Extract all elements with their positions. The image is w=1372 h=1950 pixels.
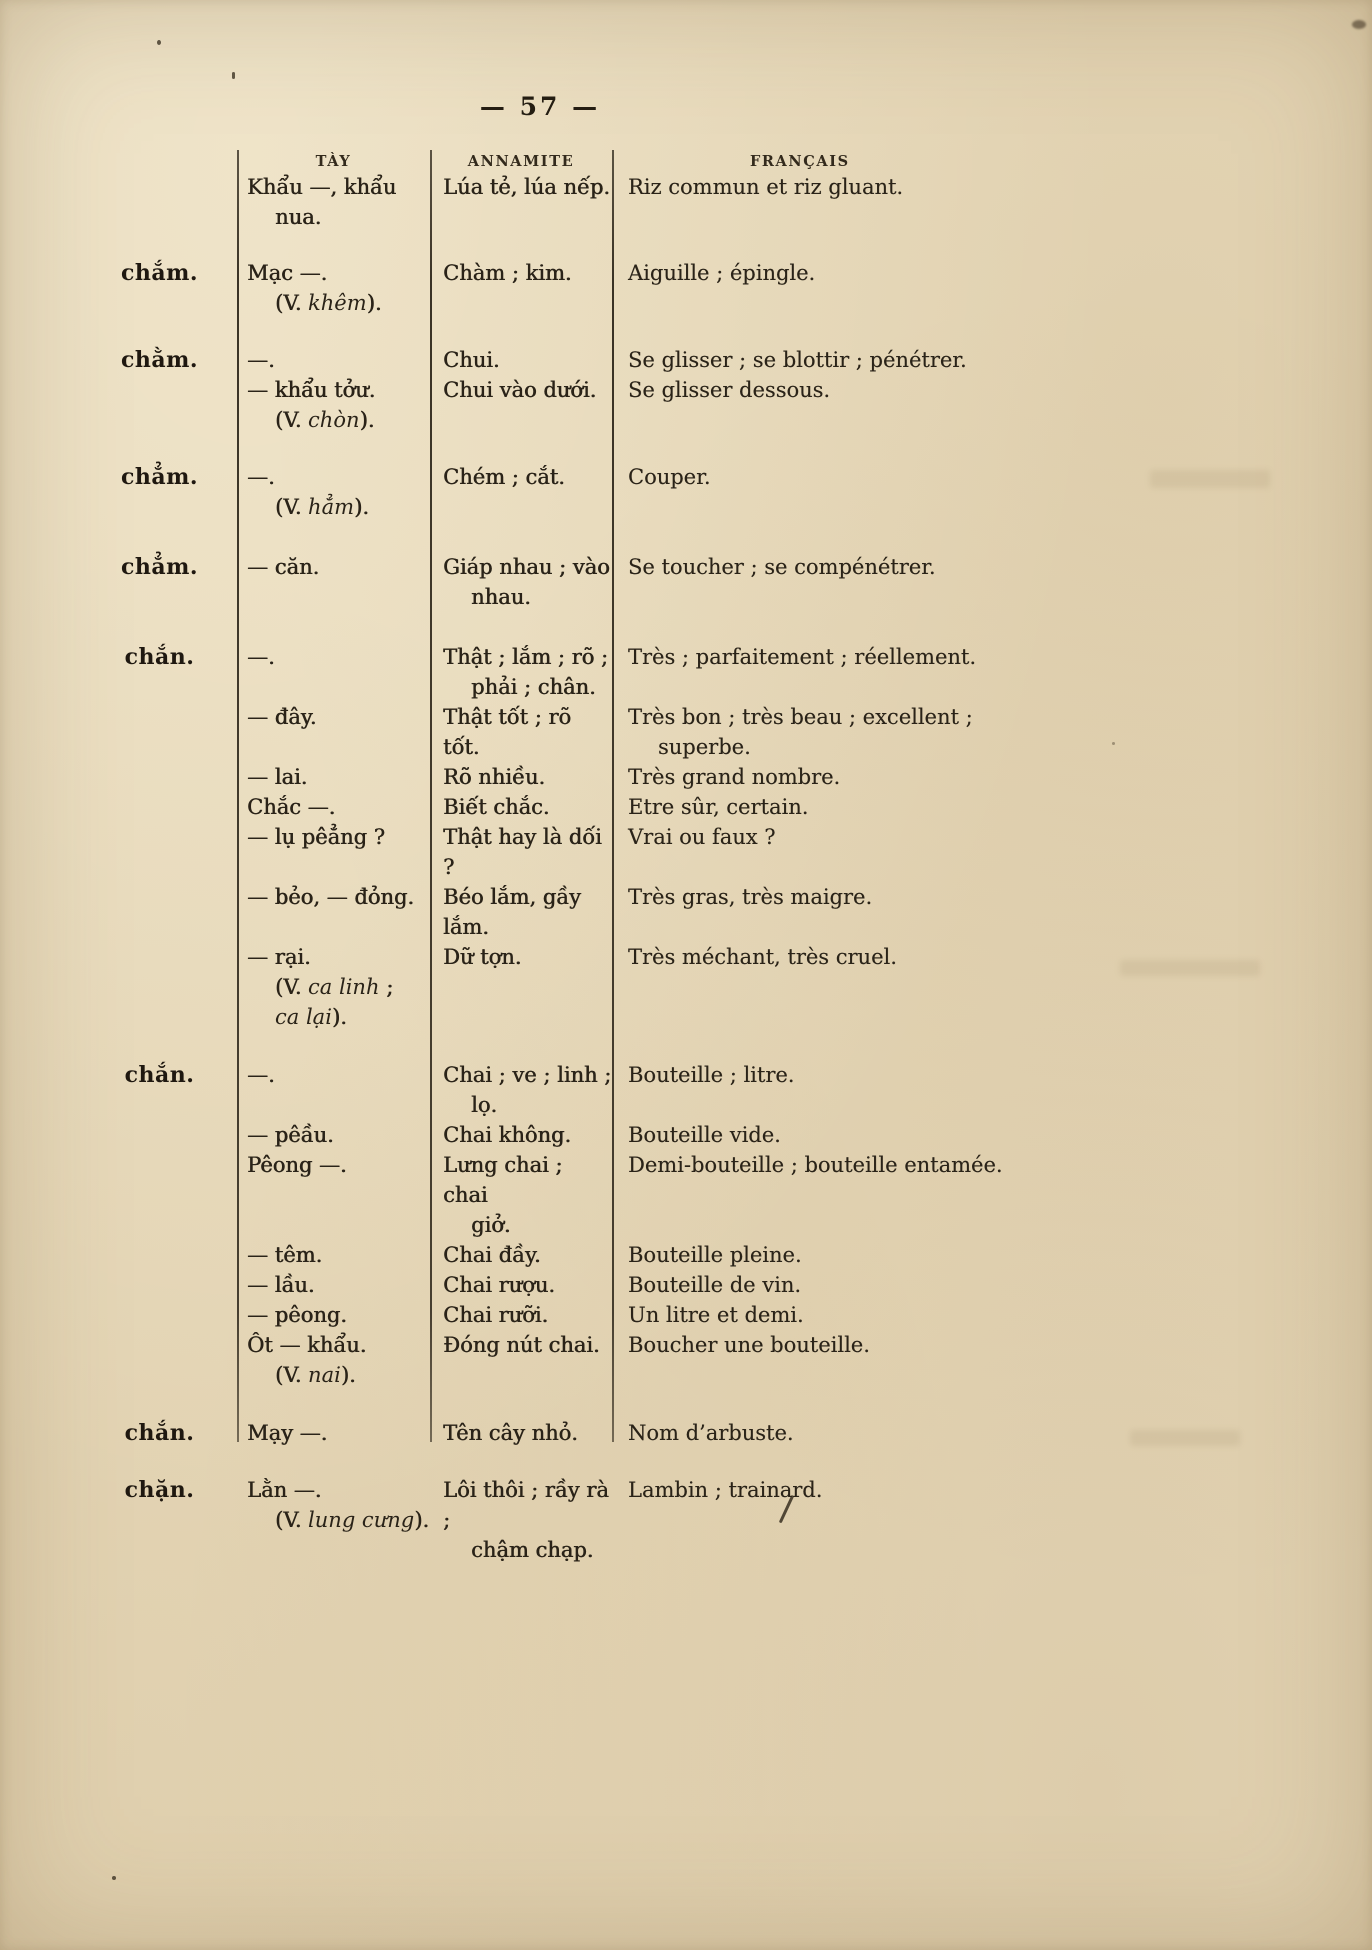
fr-line [628, 375, 1230, 405]
entry-text: Chai rượu. [443, 1273, 555, 1297]
tay-cell [237, 882, 430, 942]
ann-cell [430, 882, 612, 942]
entry-text: Lúa tẻ, lúa nếp. [443, 175, 610, 199]
tay-cell [237, 702, 430, 762]
entry-text: Béo lắm, gầy lắm. [443, 885, 581, 939]
entry-text: Chai không. [443, 1123, 572, 1147]
fr-cell [612, 942, 1230, 1032]
entry-text: Đóng nút chai. [443, 1333, 600, 1357]
headword: chẳm. [120, 464, 199, 490]
tay-line [247, 1270, 430, 1300]
entry-text: — têm. [247, 1243, 323, 1267]
fr-cell [612, 642, 1230, 702]
entry-text: Très grand nombre. [628, 765, 841, 789]
tay-cell [237, 1330, 430, 1390]
headword [90, 1120, 237, 1150]
entry-text: Bouteille pleine. [628, 1243, 802, 1267]
column-header-francais: FRANÇAIS [750, 152, 850, 170]
ann-cell [430, 1270, 612, 1300]
entry-text: (V. [275, 975, 309, 999]
dict-row [90, 882, 1230, 942]
tay-line [247, 1300, 430, 1330]
entry-text: — đây. [247, 705, 317, 729]
fr-cell [612, 822, 1230, 882]
dict-row [90, 762, 1230, 792]
entry-text: Dữ tợn. [443, 945, 522, 969]
ann-cell [430, 1060, 612, 1120]
tay-line [247, 405, 430, 435]
entry-text: phải ; chân. [471, 675, 596, 699]
entry-text: Nom d’arbuste. [628, 1421, 794, 1445]
dict-row [90, 552, 1230, 612]
headword [90, 762, 237, 792]
entry-text: Tên cây nhỏ. [443, 1421, 578, 1445]
entry-text: Chui. [443, 348, 500, 372]
headword [90, 1300, 237, 1330]
entry-text: (V. [275, 408, 309, 432]
ann-line [443, 1060, 612, 1090]
ann-cell [430, 642, 612, 702]
ann-cell [430, 375, 612, 435]
ink-bleedthrough [1150, 470, 1270, 488]
tay-cell [237, 1060, 430, 1120]
tay-line [247, 345, 430, 375]
ann-cell [430, 1240, 612, 1270]
entry-text: Chai ; ve ; linh ; [443, 1063, 612, 1087]
entry-text: Rõ nhiều. [443, 765, 546, 789]
column-rule-middle [430, 150, 432, 1442]
ann-line [443, 172, 612, 202]
ann-line [443, 1535, 612, 1565]
ann-cell [430, 702, 612, 762]
entry-text: Thật ; lắm ; rõ ; [443, 645, 608, 669]
entry-text: — pêầu. [247, 1123, 334, 1147]
ann-line [443, 582, 612, 612]
entry-text: ). [354, 495, 369, 519]
tay-cell [237, 762, 430, 792]
ann-line [443, 1120, 612, 1150]
headword [90, 942, 237, 1032]
dict-row [90, 1150, 1230, 1240]
fr-line [628, 882, 1230, 912]
fr-cell [612, 882, 1230, 942]
dict-row [90, 462, 1230, 522]
headword: chắn. [124, 1062, 195, 1088]
headword [90, 172, 237, 232]
tay-line [247, 1475, 430, 1505]
paper-speck [157, 40, 161, 45]
cross-reference: chòn [308, 408, 360, 432]
entry-text: Etre sûr, certain. [628, 795, 809, 819]
fr-line [628, 1240, 1230, 1270]
entry-text: Thật hay là dối ? [443, 825, 602, 879]
fr-cell [612, 1060, 1230, 1120]
tay-cell [237, 375, 430, 435]
dict-row [90, 1300, 1230, 1330]
fr-line [628, 702, 1230, 732]
dict-row [90, 345, 1230, 375]
ann-line [443, 375, 612, 405]
ann-line [443, 822, 612, 882]
fr-cell [612, 702, 1230, 762]
ann-cell [430, 1150, 612, 1240]
tay-line [247, 822, 430, 852]
fr-line [628, 762, 1230, 792]
fr-cell [612, 1300, 1230, 1330]
tay-cell [237, 1300, 430, 1330]
entry-text: chậm chạp. [471, 1538, 594, 1562]
ann-line [443, 462, 612, 492]
headword [90, 822, 237, 882]
fr-line [628, 1120, 1230, 1150]
ann-line [443, 1210, 612, 1240]
entry-text: ). [340, 1363, 356, 1387]
entry-text: Biết chắc. [443, 795, 550, 819]
ann-cell [430, 792, 612, 822]
tay-line [247, 1505, 430, 1535]
tay-line [247, 972, 430, 1002]
ann-line [443, 702, 612, 762]
ann-cell [430, 258, 612, 318]
entry-text: Chém ; cắt. [443, 465, 565, 489]
entry-text: Bouteille vide. [628, 1123, 781, 1147]
column-rule-left [237, 150, 239, 1442]
tay-cell [237, 1418, 430, 1448]
tay-line [247, 552, 430, 582]
tay-line [247, 288, 430, 318]
headword: chặn. [124, 1477, 195, 1503]
tay-line [247, 1120, 430, 1150]
tay-line [247, 762, 430, 792]
ann-line [443, 1150, 612, 1210]
entry-text: Très bon ; très beau ; excellent ; [628, 705, 973, 729]
dict-row [90, 1060, 1230, 1120]
paper-speck [232, 72, 235, 79]
entry-text: Vrai ou faux ? [628, 825, 776, 849]
fr-line [628, 792, 1230, 822]
fr-line [628, 1330, 1230, 1360]
cross-reference: nai [308, 1363, 341, 1387]
headword: chẳm. [120, 554, 199, 580]
fr-cell [612, 172, 1230, 232]
dict-row [90, 1330, 1230, 1390]
ann-line [443, 1418, 612, 1448]
fr-cell [612, 462, 1230, 522]
fr-line [628, 642, 1230, 672]
ann-line [443, 1475, 612, 1535]
tay-line [247, 1060, 430, 1090]
tay-cell [237, 642, 430, 702]
ann-line [443, 642, 612, 672]
entry-text: Mạy —. [247, 1421, 328, 1445]
dict-row [90, 822, 1230, 882]
entry-text: Bouteille de vin. [628, 1273, 802, 1297]
ann-cell [430, 1418, 612, 1448]
fr-line [628, 462, 1230, 492]
headword [90, 1330, 237, 1390]
fr-line [628, 345, 1230, 375]
ann-line [443, 942, 612, 972]
tay-cell [237, 942, 430, 1032]
fr-cell [612, 345, 1230, 375]
fr-line [628, 258, 1230, 288]
column-header-annamite: ANNAMITE [467, 152, 575, 170]
tay-cell [237, 1475, 430, 1565]
entry-text: — bẻo, — đỏng. [247, 885, 414, 909]
dict-row [90, 172, 1230, 232]
headword: chằm. [120, 347, 199, 373]
tay-line [247, 1418, 430, 1448]
column-rule-right [612, 150, 614, 1442]
tay-line [247, 882, 430, 912]
entry-text: nhau. [471, 585, 531, 609]
tay-line [247, 1002, 430, 1032]
fr-cell [612, 1330, 1230, 1390]
tay-cell [237, 345, 430, 375]
headword: chắn. [124, 644, 195, 670]
headword [90, 375, 237, 435]
entry-text: ). [366, 291, 382, 315]
tay-line [247, 258, 430, 288]
entry-text: — căn. [247, 555, 320, 579]
headword [90, 1150, 237, 1240]
cross-reference: hẳm [308, 495, 355, 519]
entry-text: Bouteille ; litre. [628, 1063, 795, 1087]
entry-text: —. [247, 348, 275, 372]
entry-text: Se toucher ; se compénétrer. [628, 555, 936, 579]
entry-text: — pêong. [247, 1303, 347, 1327]
dict-row [90, 1418, 1230, 1448]
entry-text: Thật tốt ; rõ tốt. [443, 705, 571, 759]
dict-row [90, 792, 1230, 822]
tay-line [247, 702, 430, 732]
fr-line [628, 552, 1230, 582]
tay-cell [237, 792, 430, 822]
ann-cell [430, 1330, 612, 1390]
entry-text: Pêong —. [247, 1153, 347, 1177]
ann-line [443, 762, 612, 792]
dict-row [90, 1475, 1230, 1565]
entry-text: Lôi thôi ; rầy rà ; [443, 1478, 609, 1532]
entry-text: Boucher une bouteille. [628, 1333, 870, 1357]
fr-line [628, 1475, 1230, 1505]
entry-text: Lằn —. [247, 1478, 322, 1502]
tay-line [247, 172, 430, 202]
ann-cell [430, 762, 612, 792]
entry-text: Khẩu —, khẩu [247, 175, 397, 199]
column-header-tay: TÀY [315, 152, 352, 170]
headword [90, 1270, 237, 1300]
entry-text: —. [247, 645, 275, 669]
cross-reference: ca lại [275, 1005, 332, 1029]
ann-cell [430, 1300, 612, 1330]
entry-text: Chui vào dưới. [443, 378, 597, 402]
entry-text: Très ; parfaitement ; réellement. [628, 645, 977, 669]
entry-text: (V. [275, 1508, 309, 1532]
dict-row [90, 375, 1230, 435]
ann-cell [430, 942, 612, 1032]
entry-text: Demi-bouteille ; bouteille entamée. [628, 1153, 1003, 1177]
tay-cell [237, 1120, 430, 1150]
entry-text: Se glisser ; se blottir ; pénétrer. [628, 348, 967, 372]
headword [90, 882, 237, 942]
ann-cell [430, 345, 612, 375]
tay-cell [237, 1240, 430, 1270]
entry-text: —. [247, 465, 275, 489]
entry-text: ). [414, 1508, 430, 1532]
paper-speck [112, 1876, 116, 1880]
tay-cell [237, 822, 430, 882]
entry-text: (V. [275, 495, 309, 519]
dict-row [90, 942, 1230, 1032]
entry-text: Très méchant, très cruel. [628, 945, 897, 969]
ann-cell [430, 172, 612, 232]
ann-line [443, 792, 612, 822]
entry-text: — lai. [247, 765, 308, 789]
entry-text: lọ. [471, 1093, 498, 1117]
tay-line [247, 375, 430, 405]
headword [90, 702, 237, 762]
entry-text: giở. [471, 1213, 511, 1237]
entry-text: superbe. [658, 735, 751, 759]
tay-line [247, 1150, 430, 1180]
dict-row [90, 258, 1230, 318]
ann-cell [430, 822, 612, 882]
tay-line [247, 642, 430, 672]
dict-rows [90, 172, 1230, 1565]
fr-cell [612, 1240, 1230, 1270]
entry-text: Se glisser dessous. [628, 378, 831, 402]
ann-cell [430, 552, 612, 612]
fr-cell [612, 792, 1230, 822]
cross-reference: khêm [308, 291, 367, 315]
tay-cell [237, 552, 430, 612]
tay-line [247, 462, 430, 492]
ann-line [443, 1330, 612, 1360]
entry-text: Lambin ; trainard. [628, 1478, 823, 1502]
dict-row [90, 1120, 1230, 1150]
tay-cell [237, 462, 430, 522]
entry-text: Chàm ; kim. [443, 261, 572, 285]
entry-text: Un litre et demi. [628, 1303, 804, 1327]
tay-line [247, 492, 430, 522]
fr-cell [612, 258, 1230, 318]
ann-cell [430, 1475, 612, 1565]
entry-text: ). [359, 408, 375, 432]
entry-text: — lụ pêẳng ? [247, 825, 385, 849]
tay-line [247, 1330, 430, 1360]
fr-cell [612, 1120, 1230, 1150]
fr-cell [612, 762, 1230, 792]
entry-text: Lưng chai ; chai [443, 1153, 563, 1207]
fr-line [628, 1300, 1230, 1330]
tay-line [247, 942, 430, 972]
fr-line [628, 1060, 1230, 1090]
ink-bleedthrough [1130, 1430, 1240, 1446]
fr-line [628, 822, 1230, 852]
entry-text: ; [379, 975, 394, 999]
entry-text: Chai rưỡi. [443, 1303, 549, 1327]
headword [90, 792, 237, 822]
ann-line [443, 258, 612, 288]
fr-cell [612, 1150, 1230, 1240]
headword: chắn. [124, 1420, 195, 1446]
fr-line [628, 1150, 1230, 1180]
fr-cell [612, 375, 1230, 435]
entry-text: Couper. [628, 465, 711, 489]
paper-speck [1112, 742, 1115, 745]
ann-line [443, 345, 612, 375]
column-headers [90, 150, 1230, 172]
ink-bleedthrough [1120, 960, 1260, 976]
entry-text: Chắc —. [247, 795, 336, 819]
ann-cell [430, 462, 612, 522]
dict-row [90, 1240, 1230, 1270]
entry-text: Chai đầy. [443, 1243, 541, 1267]
dictionary-table [90, 150, 1230, 1565]
ann-line [443, 1240, 612, 1270]
tay-line [247, 202, 430, 232]
tay-cell [237, 1150, 430, 1240]
tay-line [247, 1360, 430, 1390]
entry-text: (V. [275, 1363, 309, 1387]
entry-text: — lầu. [247, 1273, 315, 1297]
entry-text: — khẩu tởư. [247, 378, 376, 402]
entry-text: —. [247, 1063, 275, 1087]
fr-cell [612, 552, 1230, 612]
headword: chắm. [120, 260, 199, 286]
page-number: — 57 — [479, 92, 601, 121]
entry-text: — rại. [247, 945, 311, 969]
entry-text: (V. [275, 291, 309, 315]
entry-text: Mạc —. [247, 261, 328, 285]
tay-cell [237, 258, 430, 318]
ann-line [443, 552, 612, 582]
entry-text: Giáp nhau ; vào [443, 555, 610, 579]
ann-cell [430, 1120, 612, 1150]
ann-line [443, 672, 612, 702]
fr-cell [612, 1270, 1230, 1300]
ann-line [443, 1270, 612, 1300]
headword [90, 1240, 237, 1270]
tay-line [247, 792, 430, 822]
entry-text: Aiguille ; épingle. [628, 261, 816, 285]
dict-row [90, 642, 1230, 702]
fr-line [628, 732, 1230, 762]
cross-reference: lung cưng [308, 1508, 415, 1532]
corner-stain [1352, 20, 1366, 29]
ann-line [443, 1300, 612, 1330]
entry-text: Très gras, très maigre. [628, 885, 873, 909]
fr-line [628, 172, 1230, 202]
tay-cell [237, 1270, 430, 1300]
dict-row [90, 702, 1230, 762]
tay-cell [237, 172, 430, 232]
entry-text: ). [331, 1005, 347, 1029]
ann-line [443, 1090, 612, 1120]
ann-line [443, 882, 612, 942]
entry-text: Riz commun et riz gluant. [628, 175, 904, 199]
fr-cell [612, 1475, 1230, 1565]
dict-row [90, 1270, 1230, 1300]
entry-text: nua. [275, 205, 322, 229]
cross-reference: ca linh [308, 975, 380, 999]
tay-line [247, 1240, 430, 1270]
fr-line [628, 1270, 1230, 1300]
entry-text: Ôt — khẩu. [247, 1333, 367, 1357]
